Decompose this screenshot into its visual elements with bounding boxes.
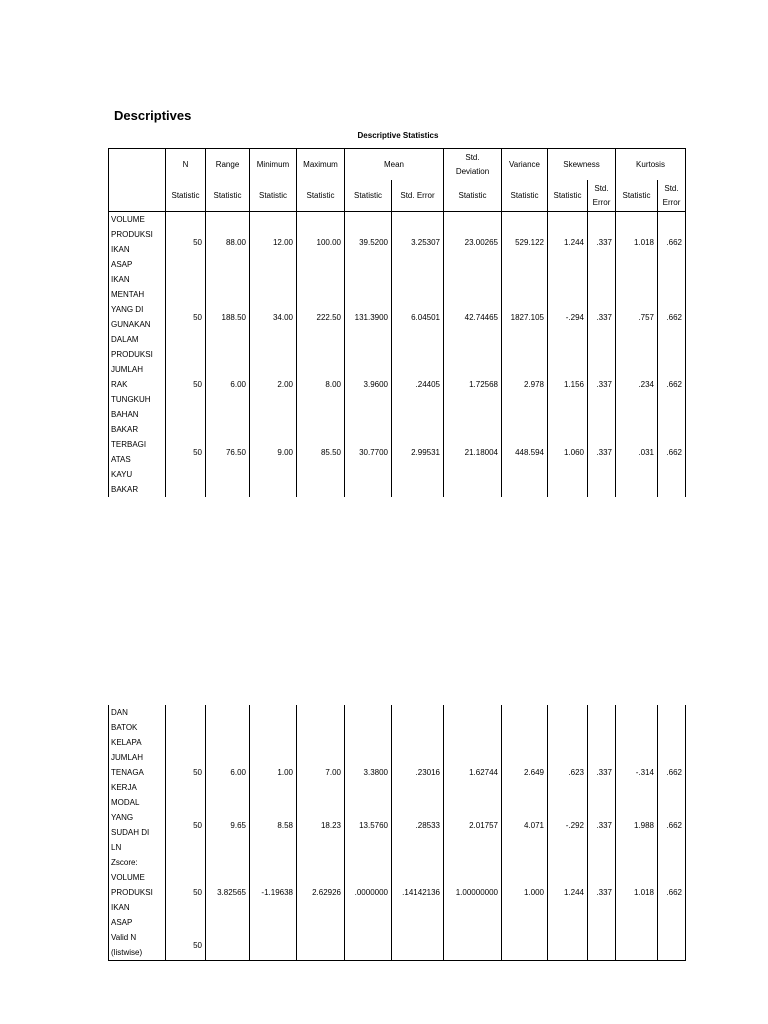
row-label-line: GUNAKAN [111,320,151,329]
table-cell-empty [502,705,548,750]
table-cell: 1.00 [250,750,297,795]
table-cell: 9.65 [206,795,250,855]
table-cell: -.314 [616,750,658,795]
subheader-kurtosis-statistic: Statistic [616,180,658,212]
table-cell: 1.72568 [444,362,502,407]
table-cell-empty [658,705,686,750]
row-label-line: TERBAGI [111,440,147,449]
table-cell: .28533 [392,795,444,855]
table-cell: 1.62744 [444,750,502,795]
table-cell: .24405 [392,362,444,407]
table-cell: .623 [548,750,588,795]
table-cell: 2.649 [502,750,548,795]
table-cell: .14142136 [392,855,444,930]
table-cell: 1.00000000 [444,855,502,930]
table-cell: 18.23 [297,795,345,855]
row-label-line: SUDAH DI [111,828,150,837]
row-label-line: KELAPA [111,738,142,747]
table-cell: 1.018 [616,855,658,930]
row-label-line: PRODUKSI [111,888,153,897]
table-cell: 76.50 [206,407,250,497]
header-minimum: Minimum [250,149,297,181]
table-cell: 50 [166,930,206,961]
table-cell-empty [392,705,444,750]
table-cell: .031 [616,407,658,497]
header-kurtosis: Kurtosis [616,149,686,181]
table-cell: 50 [193,888,202,897]
table-cell [616,930,658,961]
subheader-variance-statistic: Statistic [502,180,548,212]
row-label-line: YANG [111,813,134,822]
row-label-line: PRODUKSI [111,350,153,359]
table-cell: 50 [193,768,202,777]
header-skewness: Skewness [548,149,616,181]
row-label-line: ASAP [111,918,133,927]
subheader-kurtosis-std-label: Std. [664,183,679,193]
table-row [109,930,686,961]
table-row [109,212,686,273]
row-label-line: RAK [111,380,128,389]
table-cell: 50 [193,820,202,830]
table-row [109,272,686,362]
subheader-skewness-statistic: Statistic [548,180,588,212]
table-cell: 188.50 [206,272,250,362]
table-cell: .662 [658,855,686,930]
table-cell-empty [444,705,502,750]
row-label-line: DAN [111,708,128,717]
row-label [109,212,166,273]
table-cell: 6.00 [206,362,250,407]
descriptives-table-part-1 [108,148,686,497]
table-cell: 1.018 [616,212,658,273]
header-variance: Variance [502,149,548,181]
table-cell: 21.18004 [444,407,502,497]
table-cell: 2.01757 [444,795,502,855]
subheader-skewness-error-label: Error [592,197,611,207]
table-cell: .662 [658,212,686,273]
table-cell [250,930,297,961]
table-cell: 8.00 [297,362,345,407]
header-std-deviation [444,149,502,181]
row-label-line: Zscore: [111,858,138,867]
row-label-line: MODAL [111,798,140,807]
header-corner [109,149,166,181]
table-cell: 30.7700 [345,407,392,497]
table-cell: 88.00 [206,212,250,273]
table-caption: Descriptive Statistics [357,131,439,140]
table-cell [502,930,548,961]
table-cell-empty [297,705,345,750]
table-cell: 50 [193,380,202,389]
table-cell: .337 [588,272,616,362]
table-cell-empty [345,705,392,750]
table-cell: 2.62926 [297,855,345,930]
row-label-line: ATAS [111,455,131,464]
row-label-line: BAKAR [111,425,139,434]
header-maximum: Maximum [297,149,345,181]
table-cell: .662 [658,362,686,407]
table-cell: 3.25307 [392,212,444,273]
row-label-line: MENTAH [111,290,145,299]
table-cell: .337 [588,750,616,795]
table-cell [297,930,345,961]
row-label-line: BAKAR [111,485,139,494]
table-cell: 1.156 [548,362,588,407]
table-cell: .337 [588,212,616,273]
row-label-line: IKAN [111,245,130,254]
header-n: N [166,149,206,181]
table-cell: .662 [658,750,686,795]
table-cell: .662 [658,795,686,855]
table-cell: 448.594 [502,407,548,497]
table-cell: 42.74465 [444,272,502,362]
section-heading: Descriptives [114,108,192,123]
header-std-deviation-line1: Std. [465,152,480,162]
table-cell-empty [548,705,588,750]
table-cell [548,930,588,961]
row-label-line: VOLUME [111,215,145,224]
table-cell-empty [616,705,658,750]
table-row [109,795,686,855]
table-row [109,407,686,497]
table-cell: 100.00 [297,212,345,273]
table-cell: .757 [616,272,658,362]
table-cell: 2.99531 [392,407,444,497]
table-cell: 1.060 [548,407,588,497]
table-cell: 1827.105 [502,272,548,362]
row-label-line: PRODUKSI [111,230,153,239]
table-cell: 222.50 [297,272,345,362]
subheader-mean-statistic: Statistic [345,180,392,212]
table-cell [444,930,502,961]
row-label-line: TUNGKUH [111,395,151,404]
header-mean: Mean [345,149,444,181]
table-cell: .0000000 [345,855,392,930]
table-body-part-2 [109,705,686,961]
table-cell [206,930,250,961]
row-label [109,750,166,795]
table-cell: 12.00 [250,212,297,273]
table-cell-empty [588,705,616,750]
table-body-part-1 [109,212,686,498]
row-label-line: YANG DI [111,305,144,314]
table-cell [588,930,616,961]
row-label [109,407,166,497]
table-cell: 3.9600 [345,362,392,407]
row-label-line: TENAGA [111,768,144,777]
table-cell: .662 [658,272,686,362]
table-cell: 6.00 [206,750,250,795]
subheader-kurtosis-std-error [658,180,686,212]
table-cell: 39.5200 [345,212,392,273]
row-label [109,795,166,855]
subheader-kurtosis-error-label: Error [662,197,681,207]
table-cell: 1.000 [502,855,548,930]
table-cell: -.292 [548,795,588,855]
subheader-mean-std-error: Std. Error [392,180,444,212]
subheader-range-statistic: Statistic [206,180,250,212]
table-row [109,855,686,930]
table-cell: 50 [193,312,202,322]
subheader-skewness-std-label: Std. [594,183,609,193]
table-row [109,362,686,407]
row-label-line: BATOK [111,723,138,732]
table-cell: .662 [658,407,686,497]
table-cell: 34.00 [250,272,297,362]
subheader-maximum-statistic: Statistic [297,180,345,212]
row-label-line: IKAN [111,903,130,912]
descriptives-table-part-2 [108,705,686,961]
table-cell: 1.244 [548,212,588,273]
table-cell [392,930,444,961]
table-cell [345,930,392,961]
table-cell: 2.00 [250,362,297,407]
row-label [109,272,166,362]
row-label-line: DALAM [111,335,139,344]
row-label-line: KAYU [111,470,133,479]
table-cell: 1.988 [616,795,658,855]
table-row-continued [109,705,686,750]
table-cell: 13.5760 [345,795,392,855]
table-cell: .337 [588,362,616,407]
table-cell: .337 [588,407,616,497]
table-cell: -.294 [548,272,588,362]
subheader-std-dev-statistic: Statistic [444,180,502,212]
row-label [109,855,166,930]
table-cell: 9.00 [250,407,297,497]
table-cell: 3.82565 [206,855,250,930]
table-cell: 3.3800 [345,750,392,795]
row-label-line: Valid N [111,933,137,942]
table-cell: .337 [588,855,616,930]
row-label-line: VOLUME [111,873,145,882]
table-row [109,750,686,795]
table-cell: .23016 [392,750,444,795]
table-cell-empty [250,705,297,750]
table-cell: 8.58 [250,795,297,855]
row-label-line: (listwise) [111,948,143,957]
row-label [109,705,166,750]
table-cell: .337 [588,795,616,855]
row-label-line: IKAN [111,275,130,284]
row-label [109,930,166,961]
table-cell: 85.50 [297,407,345,497]
row-label [109,362,166,407]
row-label-line: LN [111,843,122,852]
subheader-skewness-std-error [588,180,616,212]
table-cell: 23.00265 [444,212,502,273]
table-cell: 50 [193,447,202,457]
table-cell: -1.19638 [250,855,297,930]
row-label-line: JUMLAH [111,365,144,374]
table-cell-empty [166,705,206,750]
table-cell: 1.244 [548,855,588,930]
table-cell-empty [206,705,250,750]
table-cell: 7.00 [297,750,345,795]
subheader-corner [109,180,166,212]
subheader-minimum-statistic: Statistic [250,180,297,212]
table-cell [658,930,686,961]
table-cell: 6.04501 [392,272,444,362]
row-label-line: ASAP [111,260,133,269]
table-cell: 131.3900 [345,272,392,362]
row-label-line: JUMLAH [111,753,144,762]
table-cell: .234 [616,362,658,407]
table-cell: 2.978 [502,362,548,407]
subheader-n-statistic: Statistic [166,180,206,212]
table-cell: 50 [193,237,202,247]
table-cell: 529.122 [502,212,548,273]
row-label-line: KERJA [111,783,137,792]
table-cell: 4.071 [502,795,548,855]
header-std-deviation-line2: Deviation [455,166,490,176]
header-range: Range [206,149,250,181]
row-label-line: BAHAN [111,410,139,419]
